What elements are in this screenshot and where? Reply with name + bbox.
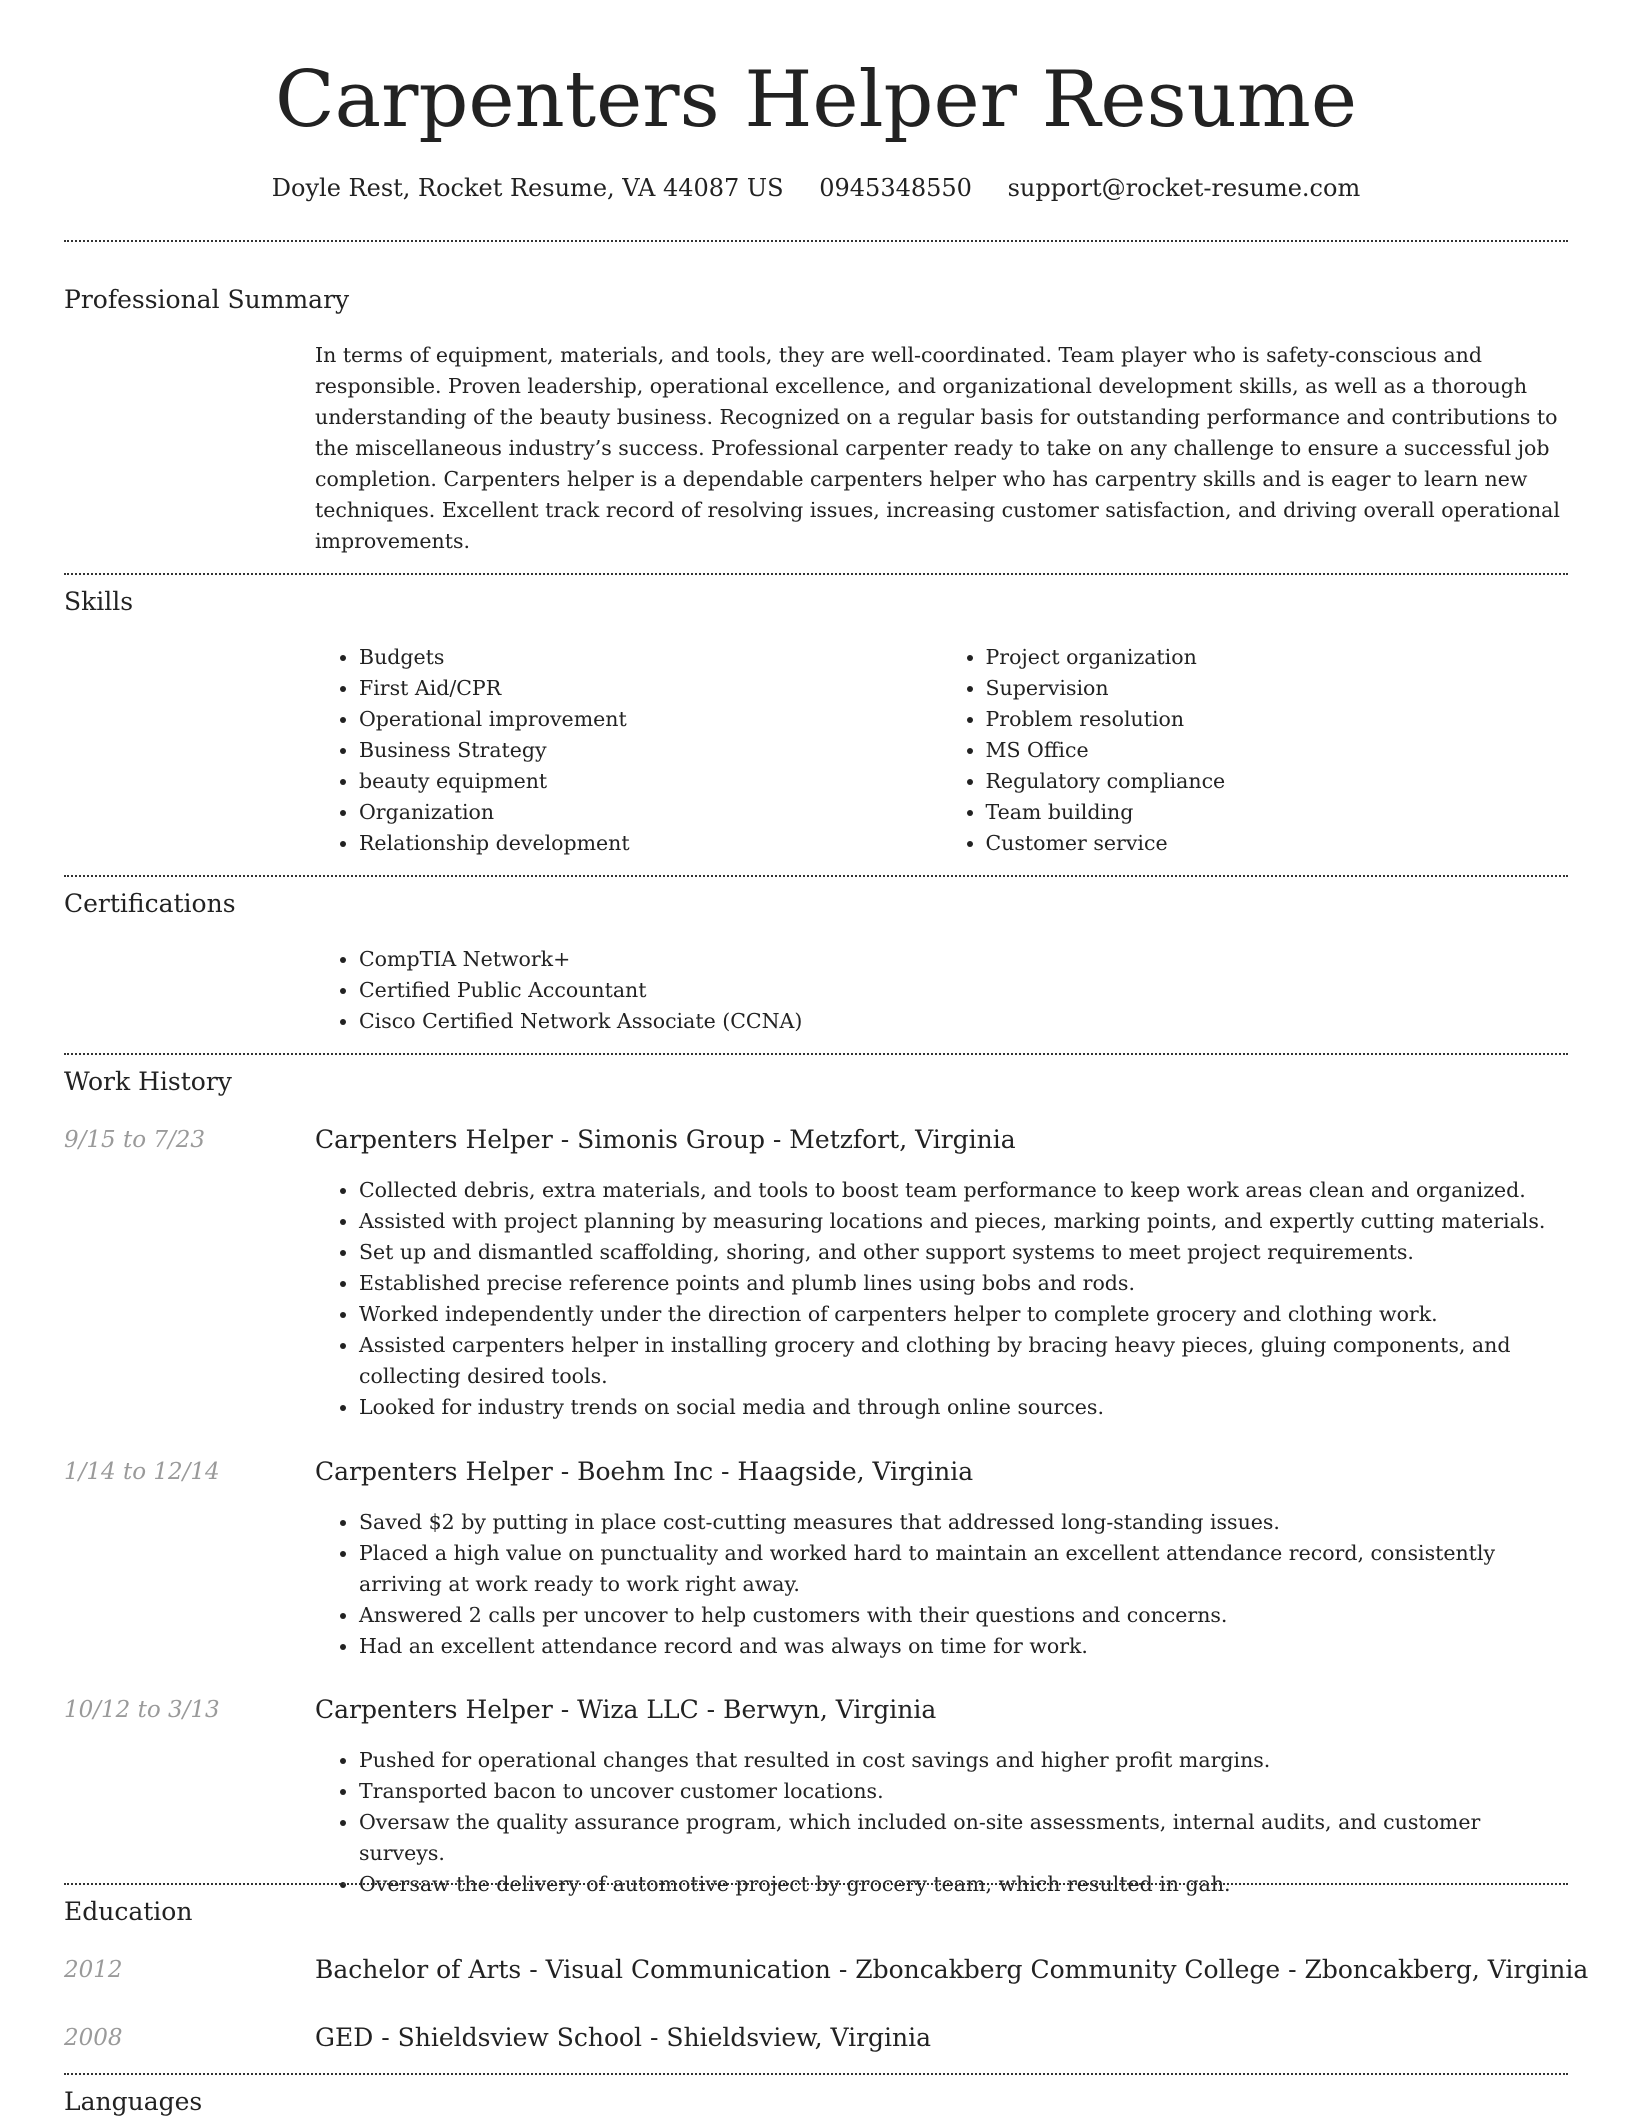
skill-item: • Business Strategy [359, 735, 942, 766]
section-title-summary: Professional Summary [64, 285, 350, 314]
section-divider [64, 1053, 1568, 1055]
summary-block [315, 340, 1568, 557]
certification-item: • Cisco Certified Network Associate (CCNA) [359, 1006, 1568, 1037]
job-bullets [315, 1745, 1568, 1900]
job-bullet: • Transported bacon to uncover customer locations. [359, 1776, 1568, 1807]
skill-item: • Regulatory compliance [986, 766, 1569, 797]
skills-block [315, 642, 1568, 859]
section-title-certifications: Certifications [64, 889, 236, 918]
certification-item: • CompTIA Network+ [359, 944, 1568, 975]
job-bullets [315, 1175, 1568, 1423]
section-divider [64, 573, 1568, 575]
skill-item: • Supervision [986, 673, 1569, 704]
skill-item: • Operational improvement [359, 704, 942, 735]
job-heading: Carpenters Helper - Wiza LLC - Berwyn, Virginia [315, 1695, 937, 1724]
section-title-education: Education [64, 1897, 193, 1926]
education-year: 2008 [64, 2025, 123, 2051]
skill-item: • MS Office [986, 735, 1569, 766]
job-bullet: • Assisted with project planning by measuring locations and pieces, marking points, and expertly cutting materials. [359, 1206, 1568, 1237]
section-title-work: Work History [64, 1067, 232, 1096]
skill-item: • First Aid/CPR [359, 673, 942, 704]
job-bullet: • Oversaw the quality assurance program, which included on-site assessments, internal audits, and customer surveys. [359, 1807, 1568, 1869]
job-bullet: • Pushed for operational changes that resulted in cost savings and higher profit margins. [359, 1745, 1568, 1776]
education-school: - Shieldsview School - Shieldsview, Virginia [373, 2023, 932, 2052]
education-entry [315, 2022, 931, 2054]
job-dates: 1/14 to 12/14 [64, 1459, 220, 1485]
skill-item: • Relationship development [359, 828, 942, 859]
job-bullet: • Oversaw the delivery of automotive project by grocery team, which resulted in gah. [359, 1869, 1568, 1900]
job-bullet: • Answered 2 calls per uncover to help customers with their questions and concerns. [359, 1600, 1568, 1631]
job-bullet: • Saved $2 by putting in place cost-cutting measures that addressed long-standing issues. [359, 1507, 1568, 1538]
section-divider [64, 875, 1568, 877]
contact-address: Doyle Rest, Rocket Resume, VA 44087 US [271, 174, 784, 202]
section-title-skills: Skills [64, 587, 134, 616]
skill-item: • Project organization [986, 642, 1569, 673]
education-degree: GED [315, 2023, 374, 2052]
section-title-languages: Languages [64, 2087, 203, 2116]
job-bullet: • Collected debris, extra materials, and tools to boost team performance to keep work areas clean and organized. [359, 1175, 1568, 1206]
contact-line [0, 172, 1632, 204]
section-divider [64, 240, 1568, 242]
job-dates: 10/12 to 3/13 [64, 1697, 220, 1723]
job-bullet: • Placed a high value on punctuality and worked hard to maintain an excellent attendance record, consistently arriving at work ready to work right away. [359, 1538, 1568, 1600]
job-heading: Carpenters Helper - Simonis Group - Metzfort, Virginia [315, 1125, 1016, 1154]
resume-header [0, 0, 1632, 204]
skill-item: • Organization [359, 797, 942, 828]
skills-list-right [942, 642, 1569, 859]
education-entry [315, 1954, 1588, 1986]
job-bullet: • Worked independently under the direction of carpenters helper to complete grocery and clothing work. [359, 1299, 1568, 1330]
certification-item: • Certified Public Accountant [359, 975, 1568, 1006]
job-heading: Carpenters Helper - Boehm Inc - Haagside, Virginia [315, 1457, 974, 1486]
certifications-block [315, 944, 1568, 1037]
job-bullet: • Set up and dismantled scaffolding, shoring, and other support systems to meet project requirements. [359, 1237, 1568, 1268]
skill-item: • Team building [986, 797, 1569, 828]
contact-email: support@rocket-resume.com [1007, 174, 1361, 202]
education-year: 2012 [64, 1957, 123, 1983]
skill-item: • beauty equipment [359, 766, 942, 797]
contact-phone: 0945348550 [819, 174, 972, 202]
job-bullet: • Established precise reference points and plumb lines using bobs and rods. [359, 1268, 1568, 1299]
summary-text: In terms of equipment, materials, and tools, they are well-coordinated. Team player who is safety-conscious and responsible. Proven leadership, operational excellence, and organizational development skills, as well as a thorough understanding of the beauty business. Recognized on a regular basis for outstanding performance and contributions to the miscellaneous industry’s success. Professional carpenter ready to take on any challenge to ensure a successful job completion. Carpenters helper is a dependable carpenters helper who has carpentry skills and is eager to learn new techniques. Excellent track record of resolving issues, increasing customer satisfaction, and driving overall operational improvements. [315, 343, 1560, 553]
job-bullet: • Looked for industry trends on social media and through online sources. [359, 1392, 1568, 1423]
resume-title: Carpenters Helper Resume [275, 55, 1357, 145]
section-divider [64, 1883, 1568, 1885]
education-school: - Zboncakberg Community College - Zboncakberg, Virginia [830, 1955, 1589, 1984]
job-bullet: • Assisted carpenters helper in installing grocery and clothing by bracing heavy pieces, gluing components, and collecting desired tools. [359, 1330, 1568, 1392]
education-degree: Bachelor of Arts - Visual Communication [315, 1955, 831, 1984]
skills-list-left [315, 642, 942, 859]
job-bullets [315, 1507, 1568, 1662]
skill-item: • Customer service [986, 828, 1569, 859]
job-bullet: • Had an excellent attendance record and was always on time for work. [359, 1631, 1568, 1662]
job-dates: 9/15 to 7/23 [64, 1127, 206, 1153]
section-divider [64, 2073, 1568, 2075]
skill-item: • Problem resolution [986, 704, 1569, 735]
skill-item: • Budgets [359, 642, 942, 673]
certifications-list [315, 944, 1568, 1037]
